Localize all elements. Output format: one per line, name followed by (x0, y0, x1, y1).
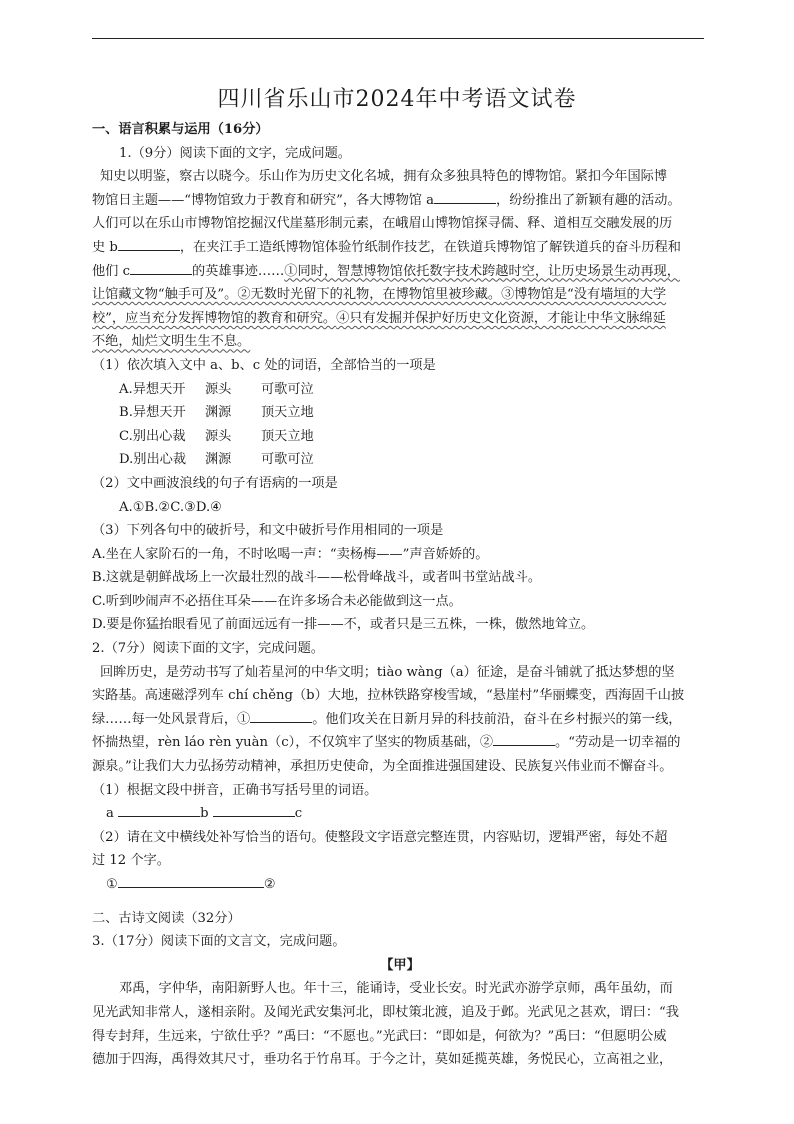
passage-text: 他们 c (92, 263, 130, 279)
passage-line (92, 307, 708, 331)
q2-sub1-prompt: （1）根据文段中拼音，正确书写括号里的词语。 (92, 782, 378, 798)
option-d[interactable] (92, 448, 708, 472)
option-word-1: A.异想天开 (119, 381, 186, 397)
q2-passage (92, 661, 708, 779)
passage-text: 。他们攻关在日新月异的科技前沿，奋斗在乡村振兴的第一线， (312, 711, 682, 727)
q1-sub3-option-c[interactable]: C.听到吵闹声不必捂住耳朵——在许多场合未必能做到这一点。 (92, 593, 462, 609)
q1-sub3-prompt: （3）下列各句中的破折号，和文中破折号作用相同的一项是 (92, 523, 444, 539)
passage2-line: 实路基。高速磁浮列车 chí chěng（b）大地，拉林铁路穿梭雪域，“悬崖村”华丽蝶变，西海固千山披 (92, 688, 685, 704)
option-word-2: 源头 (205, 428, 232, 444)
blank-a[interactable] (434, 189, 496, 204)
q2-sub1-answer-row (92, 802, 708, 826)
option-word-1: D.别出心裁 (119, 452, 187, 468)
top-rule (92, 38, 704, 39)
wavy-sentence-1: 让馆藏文物“触手可及”。 (92, 287, 238, 303)
passage-text: 怀揣热望，rèn láo rèn yuàn（c），不仅筑牢了坚实的物质基础，② (92, 735, 494, 751)
classical-text-line: 得专封拜，生远来，宁欲仕乎？”禹曰：“不愿也。”光武曰：“即如是，何欲为？”禹曰：“但愿明公威 (92, 1028, 667, 1044)
spacer (92, 897, 708, 907)
classical-text-line: 邓禹，字仲华，南阳新野人也。年十三，能诵诗，受业长安。时光武亦游学京师，禹年虽幼，而 (119, 981, 673, 997)
option-word-1: C.别出心裁 (119, 428, 186, 444)
option-word-3: 顶天立地 (261, 428, 314, 444)
passage2-line (92, 708, 708, 732)
classical-text-line: 见光武知非常人，遂相亲附。及闻光武安集河北，即杖策北渡，追及于邺。光武见之甚欢，谓曰：“我 (92, 1004, 679, 1020)
q1-passage (92, 165, 708, 354)
wavy-sentence-1: ①同时，智慧博物馆依托数字技术跨越时空，让历史场景生动再现， (284, 263, 680, 279)
option-word-2: 源头 (205, 381, 232, 397)
q1-intro: 1.（9分）阅读下面的文字，完成问题。 (119, 145, 351, 161)
option-a[interactable] (92, 378, 708, 402)
label-c: c (294, 806, 303, 822)
q1-sub3-option-b[interactable]: B.这就是朝鲜战场上一次最壮烈的战斗——松骨峰战斗，或者叫书堂站战斗。 (92, 570, 542, 586)
section1-heading: 一、语言积累与运用（16分） (92, 122, 269, 137)
passage2-line: 回眸历史，是劳动书写了灿若星河的中华文明；tiào wàng（a）征途，是奋斗铺就了抵达梦想的坚 (100, 664, 675, 680)
option-word-2: 渊源 (205, 405, 232, 421)
label-1: ① (106, 877, 118, 892)
option-word-3: 可歌可泣 (261, 381, 314, 397)
passage-text: 史 b (92, 239, 118, 255)
wavy-sentence-3: ③博物馆是“没有墙垣的大学 (501, 287, 667, 303)
passage-line (92, 330, 708, 354)
passage2-line: 源泉。”让我们大力弘扬劳动精神，承担历史使命，为全面推进强国建设、民族复兴伟业而不懈奋斗。 (92, 759, 673, 775)
blank-c[interactable] (130, 260, 192, 275)
passage-line (92, 260, 708, 284)
text-jia-label: 【甲】 (380, 957, 420, 973)
label-b: b (200, 806, 209, 822)
q2-sub2-prompt: （2）请在文中横线处补写恰当的语句。使整段文字语意完整连贯，内容贴切，逻辑严密，每处不超 (92, 829, 668, 845)
passage-line: 人们可以在乐山市博物馆挖掘汉代崖墓形制元素，在峨眉山博物馆探寻儒、释、道相互交融发展的历 (92, 216, 673, 232)
option-word-1: B.异想天开 (119, 405, 186, 421)
option-c[interactable] (92, 425, 708, 449)
q2-intro: 2.（7分）阅读下面的文字，完成问题。 (92, 641, 324, 657)
passage-line (92, 236, 708, 260)
label-a: a (106, 806, 114, 822)
option-word-2: 渊源 (205, 452, 232, 468)
blank-2[interactable] (493, 731, 555, 746)
passage-text: 物馆日主题——“博物馆致力于教育和研究”，各大博物馆 a (92, 192, 435, 208)
classical-text-line: 德加于四海，禹得效其尺寸，垂功名于竹帛耳。于今之计，莫如延揽英雄，务悦民心，立高祖之业， (92, 1052, 673, 1068)
wavy-sentence-4: 不绝，灿烂文明生生不息。 (92, 334, 251, 350)
answer-1-field[interactable] (118, 873, 264, 888)
passage-line (92, 283, 708, 307)
q1-sub2-options[interactable]: A.①B.②C.③D.④ (119, 499, 222, 515)
q1-sub2-prompt: （2）文中画波浪线的句子有语病的一项是 (92, 475, 338, 491)
option-b[interactable] (92, 401, 708, 425)
wavy-sentence-2: ②无数时光留下的礼物，在博物馆里被珍藏。 (237, 287, 502, 303)
wavy-sentence-3: 校”，应当充分发挥博物馆的教育和研究。 (92, 310, 337, 326)
label-2: ② (263, 877, 276, 892)
answer-a-field[interactable] (118, 802, 200, 817)
answer-b-field[interactable] (213, 802, 295, 817)
q2-sub2-prompt-cont: 过 12 个字。 (92, 853, 170, 869)
blank-1[interactable] (250, 708, 312, 723)
passage-text: 的英雄事迹…… (191, 263, 285, 279)
section2-heading: 二、古诗文阅读（32分） (92, 910, 241, 926)
q1-sub3-option-d[interactable]: D.要是你猛抬眼看见了前面远远有一排——不，或者只是三五株，一株，傲然地耸立。 (92, 617, 595, 633)
passage-text: 绿……每一处风景背后，① (92, 711, 251, 727)
option-word-3: 可歌可泣 (261, 452, 314, 468)
passage2-line (92, 731, 708, 755)
q1-sub3-option-a[interactable]: A.坐在人家阶石的一角，不时吆喝一声：“卖杨梅——”声音娇娇的。 (92, 546, 489, 562)
exam-content (92, 118, 708, 1072)
passage-line: 知史以明鉴，察古以晓今。乐山作为历史文化名城，拥有众多独具特色的博物馆。紧扣今年国际博 (100, 169, 668, 185)
page-title: 四川省乐山市2024年中考语文试卷 (217, 87, 577, 112)
q2-sub2-answer-row (92, 873, 708, 897)
passage-text: ，在夹江手工造纸博物馆体验竹纸制作技艺，在铁道兵博物馆了解铁道兵的奋斗历程和 (179, 239, 681, 255)
q1-sub1-prompt: （1）依次填入文中 a、b、c 处的词语，全部恰当的一项是 (92, 357, 436, 373)
q3-intro: 3.（17分）阅读下面的文言文，完成问题。 (92, 934, 346, 950)
passage-text: 。“劳动是一切幸福的 (555, 735, 681, 751)
passage-line (92, 189, 708, 213)
option-word-3: 顶天立地 (261, 405, 314, 421)
blank-b[interactable] (118, 236, 180, 251)
wavy-sentence-4: ④只有发掘并保护好历史文化资源，才能让中华文脉绵延 (336, 310, 666, 326)
passage-text: ，纷纷推出了新颖有趣的活动。 (496, 192, 681, 208)
